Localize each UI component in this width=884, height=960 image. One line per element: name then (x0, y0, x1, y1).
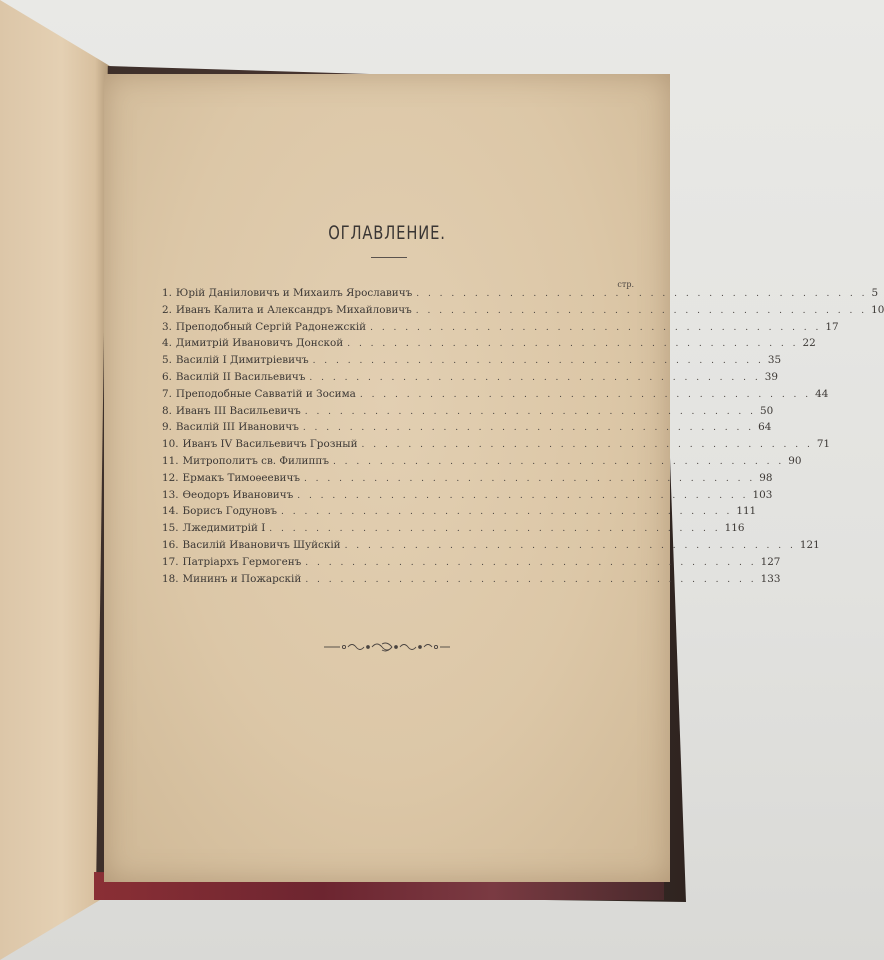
toc-entry (162, 454, 802, 472)
toc-entry-number: 8. (162, 404, 172, 417)
toc-leader-dots: . . . . . . . . . . . . . . . . . . . . . . . . . . . . . . . . . . . . . . . (309, 372, 761, 383)
toc-entry (162, 320, 839, 338)
toc-leader-dots: . . . . . . . . . . . . . . . . . . . . . . . . . . . . . . . . . . . . . . . (305, 574, 757, 585)
page-column-label: стр. (617, 280, 634, 289)
title-underline (371, 257, 407, 258)
toc-entry (162, 404, 774, 422)
toc-leader-dots: . . . . . . . . . . . . . . . . . . . . . . . . . . . . . . . . . . . . . . . (281, 507, 733, 518)
toc-entry-title: Иванъ IV Васильевичъ Грозный (182, 438, 358, 451)
toc-entry-title: Лжедимитрій I (182, 522, 266, 535)
toc-entry-page: 90 (788, 454, 802, 467)
toc-entry (162, 387, 829, 405)
toc-entry-title: Мининъ и Пожарскій (182, 572, 302, 585)
toc-entry-title: Борисъ Годуновъ (182, 505, 278, 518)
toc-entry (162, 505, 757, 522)
toc-leader-dots: . . . . . . . . . . . . . . . . . . . . . . . . . . . . . . . . . . . . . . . (370, 322, 822, 333)
toc-entry-page: 121 (799, 538, 820, 551)
toc-entry (162, 370, 778, 388)
toc-entry-number: 13. (162, 488, 179, 501)
toc-leader-dots: . . . . . . . . . . . . . . . . . . . . . . . . . . . . . . . . . . . . . . . (415, 305, 868, 316)
toc-entry-title: Патріархъ Гермогенъ (182, 555, 302, 568)
toc-entry-number: 6. (162, 370, 172, 383)
toc-entry-number: 1. (162, 287, 172, 299)
toc-entry-page: 71 (816, 438, 831, 451)
toc-leader-dots: . . . . . . . . . . . . . . . . . . . . . . . . . . . . . . . . . . . . . . . (361, 440, 813, 451)
toc-entry-number: 4. (162, 337, 172, 350)
toc-entry-title: Василій I Димитріевичъ (175, 354, 309, 367)
toc-entry-page: 5 (871, 287, 879, 299)
toc-entry-number: 12. (162, 471, 179, 484)
toc-entry-number: 14. (162, 505, 179, 518)
toc-leader-dots: . . . . . . . . . . . . . . . . . . . . . . . . . . . . . . . . . . . . . . . (359, 389, 812, 400)
toc-entry-title: Василій Ивановичъ Шуйскій (182, 538, 341, 551)
toc-leader-dots: . . . . . . . . . . . . . . . . . . . . . . . . . . . . . . . . . . . . . . . (312, 356, 764, 367)
toc-entry (162, 354, 782, 371)
toc-entry-page: 127 (760, 555, 781, 568)
toc-leader-dots: . . . . . . . . . . . . . . . . . . . . . . . . . . . . . . . . . . . . . . . (269, 524, 721, 535)
toc-entry-page: 17 (825, 320, 839, 333)
toc-entry-number: 17. (162, 555, 179, 568)
toc-entry (162, 572, 781, 590)
toc-entry-page: 35 (767, 354, 782, 367)
toc-entry (162, 303, 884, 321)
toc-entry-number: 11. (162, 454, 179, 467)
toc-leader-dots: . . . . . . . . . . . . . . . . . . . . . . . . . . . . . . . . . . . . . . . (304, 406, 757, 417)
toc-leader-dots: . . . . . . . . . . . . . . . . . . . . . . . . . . . . . . . . . . . . . . . (344, 540, 796, 551)
toc-entry-number: 15. (162, 522, 179, 535)
toc-entry-title: Ѳеодоръ Ивановичъ (182, 488, 294, 501)
toc-entry-number: 18. (162, 572, 179, 585)
toc-entry-page: 50 (760, 404, 774, 417)
toc-entry-page: 22 (802, 337, 816, 350)
toc-entry-page: 133 (760, 572, 781, 585)
toc-entry-page: 44 (815, 387, 829, 400)
ornament-divider (322, 640, 452, 654)
toc-entry-title: Василій II Васильевичъ (175, 370, 306, 383)
toc-entry-title: Иванъ III Васильевичъ (175, 404, 301, 417)
toc-entry (162, 287, 879, 304)
toc-entry-page: 98 (759, 471, 773, 484)
toc-leader-dots: . . . . . . . . . . . . . . . . . . . . . . . . . . . . . . . . . . . . . . . (332, 456, 785, 467)
toc-entry-number: 10. (162, 438, 179, 451)
table-of-contents (162, 287, 884, 589)
toc-entry (162, 538, 820, 556)
page-title: ОГЛАВЛЕНИЕ. (328, 222, 446, 244)
toc-entry (162, 522, 745, 539)
toc-entry (162, 488, 773, 506)
toc-entry-number: 16. (162, 538, 179, 551)
toc-entry-number: 5. (162, 354, 172, 367)
toc-entry-number: 2. (162, 303, 172, 316)
toc-entry-page: 111 (736, 505, 757, 518)
toc-leader-dots: . . . . . . . . . . . . . . . . . . . . . . . . . . . . . . . . . . . . . . . (305, 557, 757, 568)
toc-entry-title: Василій III Ивановичъ (175, 421, 299, 434)
toc-entry (162, 471, 773, 489)
toc-entry-page: 64 (758, 421, 772, 434)
toc-entry (162, 337, 816, 354)
toc-entry (162, 555, 781, 573)
toc-entry (162, 421, 772, 438)
toc-entry-title: Димитрій Ивановичъ Донской (175, 337, 344, 350)
toc-leader-dots: . . . . . . . . . . . . . . . . . . . . . . . . . . . . . . . . . . . . . . . (302, 423, 755, 434)
toc-leader-dots: . . . . . . . . . . . . . . . . . . . . . . . . . . . . . . . . . . . . . . . (297, 490, 749, 501)
toc-entry-page: 39 (764, 370, 778, 383)
toc-leader-dots: . . . . . . . . . . . . . . . . . . . . . . . . . . . . . . . . . . . . . . . (303, 473, 756, 484)
toc-leader-dots: . . . . . . . . . . . . . . . . . . . . . . . . . . . . . . . . . . . . . . . (347, 339, 799, 350)
toc-leader-dots: . . . . . . . . . . . . . . . . . . . . . . . . . . . . . . . . . . . . . . . (416, 289, 868, 299)
toc-entry-title: Юрій Даніиловичъ и Михаилъ Ярославичъ (175, 287, 413, 299)
left-facing-page (0, 0, 112, 960)
toc-entry-page: 116 (724, 522, 745, 535)
toc-entry-title: Иванъ Калита и Александръ Михайловичъ (175, 303, 412, 316)
toc-entry-page: 103 (752, 488, 773, 501)
toc-entry-title: Преподобный Сергій Радонежскій (175, 320, 367, 333)
toc-entry (162, 438, 831, 455)
toc-entry-title: Митрополитъ св. Филиппъ (182, 454, 329, 467)
toc-entry-page: 10 (871, 303, 884, 316)
toc-entry-title: Преподобные Савватій и Зосима (175, 387, 356, 400)
toc-entry-number: 7. (162, 387, 172, 400)
toc-entry-number: 3. (162, 320, 172, 333)
toc-entry-title: Ермакъ Тимоѳеевичъ (182, 471, 300, 484)
book-page (104, 74, 884, 882)
toc-entry-number: 9. (162, 421, 172, 434)
